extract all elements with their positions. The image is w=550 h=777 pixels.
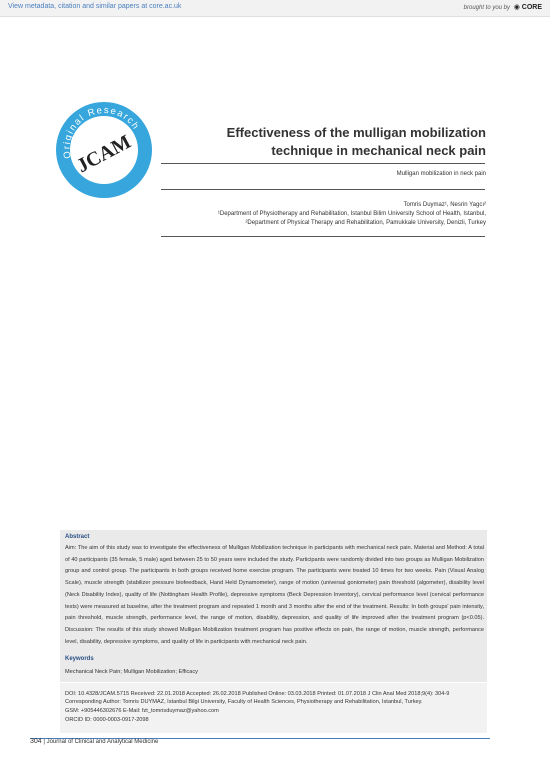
footer-separator: | <box>43 739 45 745</box>
article-title <box>186 124 486 160</box>
divider-bottom <box>161 236 485 237</box>
affiliation-1: ¹Department of Physiotherapy and Rehabilitation, Istanbul Bilim University School of Health, Istanbul, <box>217 211 486 217</box>
contact-info: GSM: +905446302676 E-Mail: fzt_tomrisduymaz@yahoo.com <box>65 708 219 714</box>
title-line-2: technique in mechanical neck pain <box>271 143 486 158</box>
keywords-text: Mechanical Neck Pain; Mulligan Mobilization; Efficacy <box>65 669 198 675</box>
title-line-1: Effectiveness of the mulligan mobilization <box>226 125 486 140</box>
logo-acronym: JCAM <box>73 130 135 178</box>
page-number: 304 <box>30 738 42 745</box>
core-metadata-link[interactable]: View metadata, citation and similar papers at core.ac.uk <box>8 3 182 10</box>
page-footer <box>30 738 158 745</box>
authors: Tomris Duymaz¹, Nesrin Yagcı² <box>403 202 486 208</box>
divider-mid <box>161 189 485 190</box>
orcid-id: ORCID ID: 0000-0003-0917-2098 <box>65 717 149 723</box>
core-logo-label: CORE <box>521 4 542 11</box>
affiliation-2: ²Department of Physical Therapy and Rehabilitation, Pamukkale University, Denizli, Turkey <box>245 220 486 226</box>
logo-arc-text: Original Research <box>61 104 142 160</box>
core-topbar <box>0 0 550 17</box>
doi-line: DOI: 10.4328/JCAM.5715 Received: 22.01.2018 Accepted: 26.02.2018 Published Online: 03.03.2018 Printed: 01.07.2018 J Clin Anal Med 2018;9(4): 304-9 <box>65 691 450 697</box>
abstract-heading: Abstract <box>65 534 90 540</box>
keywords-heading: Keywords <box>65 656 94 662</box>
core-brought-by[interactable] <box>464 3 542 11</box>
corresponding-author: Corresponding Author: Tomris DUYMAZ, Istanbul Bilgi University, Faculty of Health Sciences, Physiotherapy and Rehabilitation, Istanbul, Turkey. <box>65 699 423 705</box>
abstract-text: Aim: The aim of this study was to investigate the effectiveness of Mulligan Mobilization technique in participants with mechanical neck pain. Material and Method: A total of 40 participants (35 female, 5 male) aged between 25 to 50 years were included the study. Participants were randomly divided into two groups as Mulligan Mobilization group and control group. The participants in both groups received home exercise program. The participants were treated 10 times for two weeks. Pain (Visual Analog Scale), muscle strength (stabilizer pressure biofeedback, Hand Held Dynamometer), range of motion (universal goniometer) pain threshold (algometer), disability level (Neck Disability Index), quality of life (Nottingham Health Profile), depressive symptoms (Beck Depression Inventory), cervical performance level (cervical performance tests) were measured at baseline, after the treatment program and repeated 1 month and 3 months after the end of the treatment. Results: In both groups' pain intensity, pain threshold, muscle strength, performance level, the range of motion, disability, depression, and quality of life improved after the treatment program (p<0.05). Discussion: The results of this study showed Mulligan Mobilization treatment program has positive effects on pain, the range of motion, muscle strength, performance level, disability, depressive symptoms, and quality of life in participants with mechanical neck pain. <box>65 545 484 645</box>
jcam-logo <box>54 100 154 200</box>
brought-by-text: brought to you by <box>463 5 511 11</box>
core-logo-icon: ◉ CORE <box>513 4 542 11</box>
divider-top <box>161 163 485 164</box>
journal-name: Journal of Clinical and Analytical Medicine <box>46 739 159 745</box>
short-title: Mulligan mobilization in neck pain <box>396 171 486 177</box>
